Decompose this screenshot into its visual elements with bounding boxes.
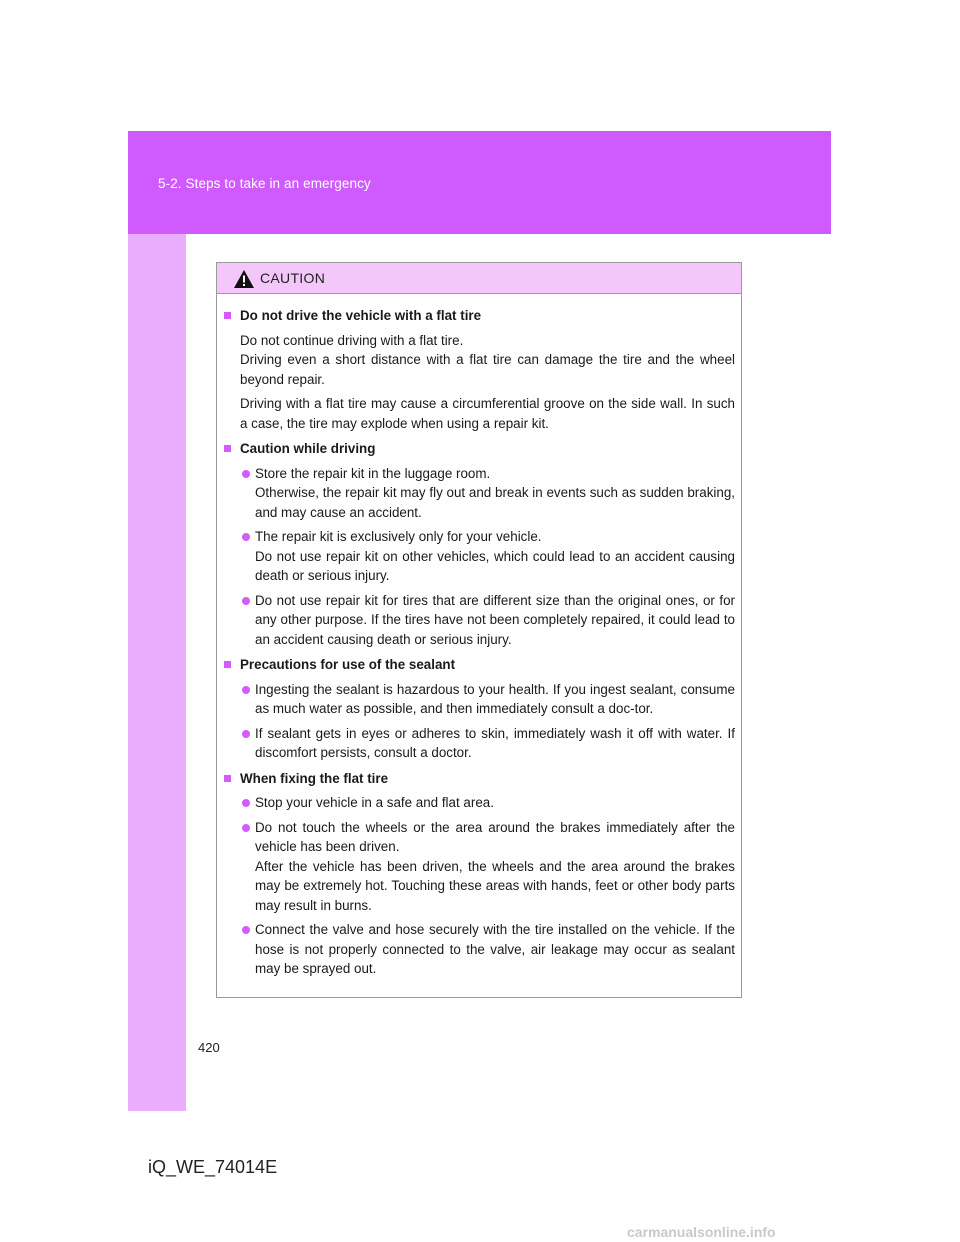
bullet-item xyxy=(223,920,735,979)
round-bullet-icon xyxy=(242,533,250,541)
round-bullet-icon xyxy=(242,926,250,934)
square-bullet-icon xyxy=(224,775,231,782)
bullet-line: The repair kit is exclusively only for your vehicle. xyxy=(255,529,542,544)
section-title: 5-2. Steps to take in an emergency xyxy=(158,176,371,191)
section-heading xyxy=(223,769,735,789)
square-bullet-icon xyxy=(224,661,231,668)
side-strip xyxy=(128,234,186,1111)
bullet-line: Store the repair kit in the luggage room. xyxy=(255,465,491,481)
bullet-line: Do not use repair kit on other vehicles, which could lead to an accident causing death or serious injury. xyxy=(255,548,735,583)
caution-header xyxy=(217,263,741,294)
bullet-line: If sealant gets in eyes or adheres to skin, immediately wash it off with water. If discomfort persists, consult a doctor. xyxy=(255,725,735,760)
round-bullet-icon xyxy=(242,686,250,694)
bullet-item xyxy=(223,793,735,813)
document-code: iQ_WE_74014E xyxy=(148,1157,278,1177)
section-heading xyxy=(223,439,735,459)
caution-label: CAUTION xyxy=(260,270,326,286)
paragraph-line: Do not continue driving with a flat tire. xyxy=(240,332,464,348)
bullet-line: Connect the valve and hose securely with the tire installed on the vehicle. If the hose is not properly connected to the valve, air leakage may occur as sealant may be sprayed out. xyxy=(255,922,735,976)
warning-triangle-icon xyxy=(233,269,255,289)
bullet-item xyxy=(223,527,735,586)
section-heading-text: Caution while driving xyxy=(240,441,376,456)
caution-body xyxy=(217,294,741,979)
bullet-item xyxy=(223,818,735,916)
round-bullet-icon xyxy=(242,470,250,478)
bullet-item xyxy=(223,724,735,763)
square-bullet-icon xyxy=(224,445,231,452)
paragraph xyxy=(223,394,735,433)
bullet-item xyxy=(223,591,735,650)
bullet-line: Otherwise, the repair kit may fly out and break in events such as sudden braking, and may cause an accident. xyxy=(255,485,735,520)
caution-box xyxy=(216,262,742,998)
section-heading xyxy=(223,306,735,326)
round-bullet-icon xyxy=(242,799,250,807)
paragraph xyxy=(223,331,735,390)
section-heading-text: Precautions for use of the sealant xyxy=(240,657,456,672)
paragraph-line: Driving even a short distance with a flat tire can damage the tire and the wheel beyond repair. xyxy=(240,352,735,387)
bullet-line: Stop your vehicle in a safe and flat area. xyxy=(255,795,494,810)
watermark: carmanualsonline.info xyxy=(627,1224,776,1240)
bullet-line: Ingesting the sealant is hazardous to your health. If you ingest sealant, consume as much water as possible, and then immediately consult a doc-tor. xyxy=(255,681,735,716)
bullet-line: Do not touch the wheels or the area around the brakes immediately after the vehicle has been driven. xyxy=(255,819,735,854)
round-bullet-icon xyxy=(242,824,250,832)
section-heading-text: Do not drive the vehicle with a flat tire xyxy=(240,308,482,323)
page-number: 420 xyxy=(198,1040,220,1055)
round-bullet-icon xyxy=(242,597,250,605)
bullet-line: Do not use repair kit for tires that are different size than the original ones, or for any other purpose. If the tires have not been completely repaired, it could lead to an accident causing death or serious injury. xyxy=(255,592,735,647)
bullet-line: After the vehicle has been driven, the wheels and the area around the brakes may be extremely hot. Touching these areas with hands, feet or other body parts may result in burns. xyxy=(255,858,735,913)
section-heading-text: When fixing the flat tire xyxy=(240,770,389,786)
square-bullet-icon xyxy=(224,312,231,319)
section-heading xyxy=(223,655,735,675)
bullet-item xyxy=(223,680,735,719)
round-bullet-icon xyxy=(242,730,250,738)
paragraph-line: Driving with a flat tire may cause a circumferential groove on the side wall. In such a case, the tire may explode when using a repair kit. xyxy=(240,396,735,431)
bullet-item xyxy=(223,464,735,523)
